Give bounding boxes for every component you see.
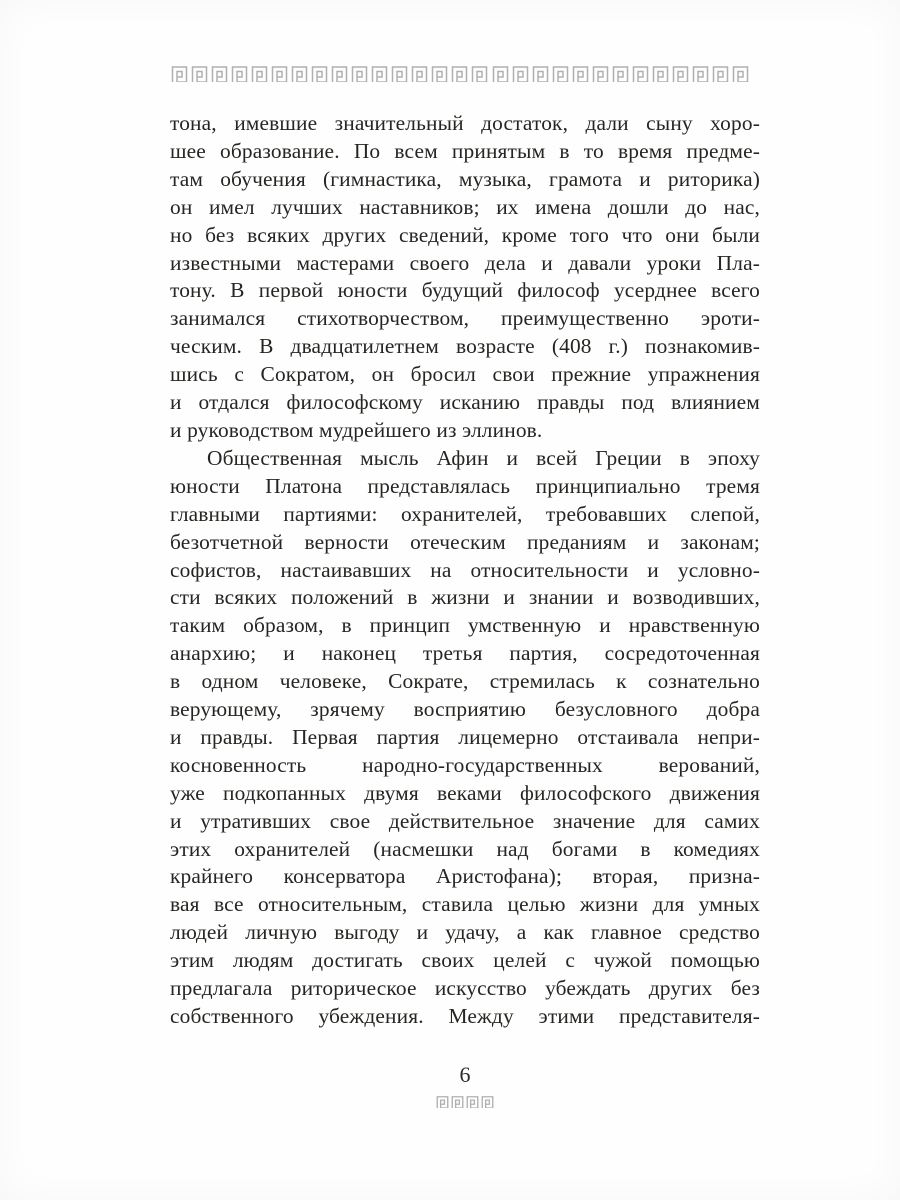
text-line: этих охранителей (насмешки над богами в комедиях: [170, 836, 760, 861]
text-line: но без всяких других сведений, кроме того что они были: [170, 222, 760, 247]
text-line: он имел лучших наставников; их имена дошли до нас,: [170, 194, 760, 219]
text-line: косновенность народно-государственных верований,: [170, 752, 760, 777]
text-line: предлагала риторическое искусство убеждать других без: [170, 976, 760, 1001]
meander-ornament-bottom-icon: [170, 1096, 760, 1108]
text-line: софистов, настаивавших на относительности и условно-: [170, 557, 760, 582]
text-line: юности Платона представлялась принципиально тремя: [170, 473, 760, 498]
text-line: людей личную выгоду и удачу, а как главное средство: [170, 920, 760, 945]
text-line: крайнего консерватора Аристофана); вторая, призна-: [170, 864, 760, 889]
body-text: [170, 110, 760, 1031]
page-number: 6: [459, 1062, 471, 1087]
text-line: и руководством мудрейшего из эллинов.: [170, 417, 543, 442]
text-line: этим людям достигать своих целей с чужой помощью: [170, 948, 760, 973]
text-line: шее образование. По всем принятым в то время предме-: [170, 138, 760, 163]
text-line: занимался стихотворчеством, преимущественно эроти-: [170, 306, 760, 331]
text-line: там обучения (гимнастика, музыка, грамота и риторика): [170, 166, 760, 191]
text-line: известными мастерами своего дела и давали уроки Пла-: [170, 250, 760, 275]
text-line: таким образом, в принцип умственную и нравственную: [170, 613, 760, 638]
text-line: в одном человеке, Сократе, стремилась к сознательно: [170, 669, 760, 694]
text-line: и правды. Первая партия лицемерно отстаивала непри-: [170, 724, 760, 749]
text-line: и отдался философскому исканию правды под влиянием: [170, 390, 760, 415]
text-line: безотчетной верности отеческим преданиям и законам;: [170, 529, 760, 554]
text-line: анархию; и наконец третья партия, сосредоточенная: [170, 641, 760, 666]
text-line: ческим. В двадцатилетнем возрасте (408 г.) познакомив-: [170, 334, 760, 359]
text-line: шись с Сократом, он бросил свои прежние упражнения: [170, 362, 760, 387]
text-line: сти всяких положений в жизни и знании и возводивших,: [170, 585, 760, 610]
text-line: уже подкопанных двумя веками философского движения: [170, 780, 760, 805]
text-line: вая все относительным, ставила целью жизни для умных: [170, 892, 760, 917]
text-line: и утративших свое действительное значение для самих: [170, 808, 760, 833]
text-line: главными партиями: охранителей, требовавших слепой,: [170, 501, 760, 526]
meander-border-top-icon: [171, 66, 749, 82]
text-line: Общественная мысль Афин и всей Греции в эпоху: [207, 445, 760, 470]
text-line: верующему, зрячему восприятию безусловного добра: [170, 697, 760, 722]
text-line: тону. В первой юности будущий философ усерднее всего: [170, 278, 760, 303]
text-line: собственного убеждения. Между этими представителя-: [170, 1004, 760, 1028]
text-line: тона, имевшие значительный достаток, дали сыну хоро-: [170, 111, 760, 135]
